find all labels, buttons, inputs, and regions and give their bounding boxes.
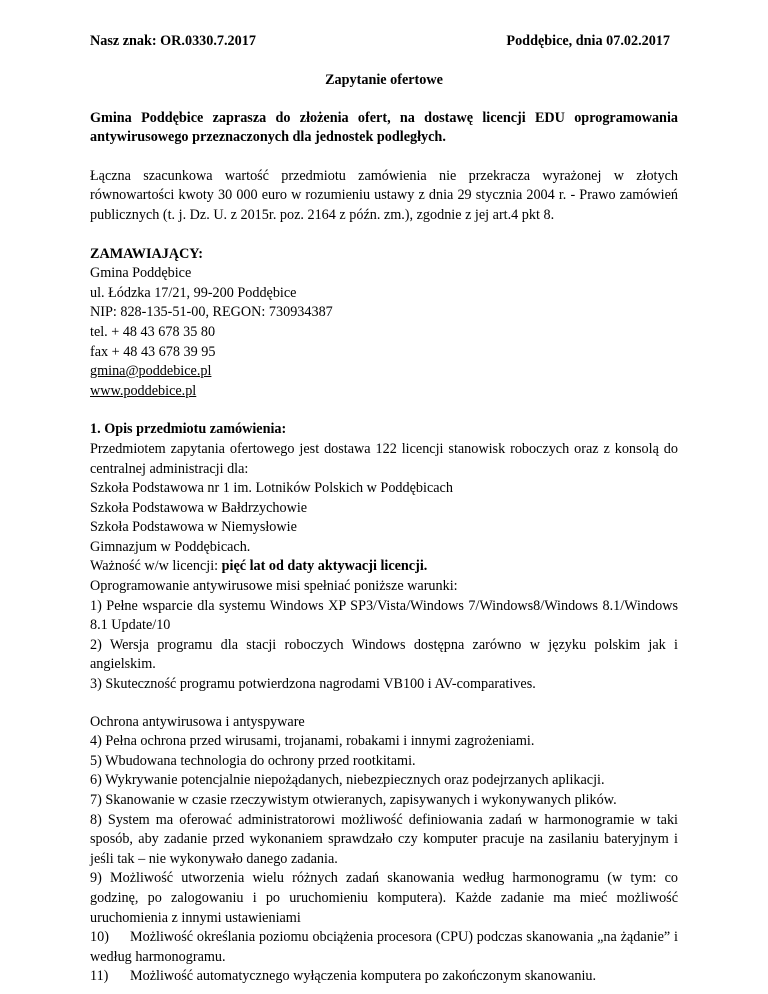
item-text: Możliwość określania poziomu obciążenia procesora (CPU) podczas skanowania „na żądanie” i według harmonogramu. <box>90 929 678 965</box>
protection-item-10 <box>90 928 678 967</box>
ordering-party-block <box>90 245 678 402</box>
section-1 <box>90 420 678 694</box>
header-row <box>90 32 678 52</box>
ordering-party-tel: tel. + 48 43 678 35 80 <box>90 323 216 340</box>
school-item: Gimnazjum w Poddębicach. <box>90 538 251 555</box>
condition-item: 2) Wersja programu dla stacji roboczych Windows dostępna zarówno w języku polskim jak i angielskim. <box>90 636 678 673</box>
document-title: Zapytanie ofertowe <box>325 72 443 88</box>
validity-period: pięć lat od daty aktywacji licencji. <box>221 558 428 575</box>
item-text: Możliwość automatycznego wyłączenia komputera po zakończonym skanowaniu. <box>130 968 597 985</box>
protection-item: 6) Wykrywanie potencjalnie niepożądanych, niebezpiecznych oraz podejrzanych aplikacji. <box>90 772 605 789</box>
ordering-party-address: ul. Łódzka 17/21, 99-200 Poddębice <box>90 284 297 301</box>
school-item: Szkoła Podstawowa w Niemysłowie <box>90 519 297 536</box>
value-note: Łączna szacunkowa wartość przedmiotu zamówienia nie przekracza wyrażonej w złotych równowartości kwoty 30 000 euro w rozumieniu ustawy z dnia 29 stycznia 2004 r. - Prawo zamówień publicznych (t. j. Dz. U. z 2015r. poz. 2164 z późn. zm.), zgodnie z jej art.4 pkt 8. <box>90 167 678 223</box>
protection-heading: Ochrona antywirusowa i antyspyware <box>90 713 305 730</box>
condition-item: 1) Pełne wsparcie dla systemu Windows XP SP3/Vista/Windows 7/Windows8/Windows 8.1/Windows 8.1 Update/10 <box>90 597 678 634</box>
protection-section <box>90 713 678 987</box>
reference-number: Nasz znak: OR.0330.7.2017 <box>90 33 256 49</box>
document-page <box>90 32 678 987</box>
ordering-party-fax: fax + 48 43 678 39 95 <box>90 343 216 360</box>
item-number: 10) <box>90 929 109 946</box>
protection-item-11 <box>90 967 678 987</box>
email-link[interactable]: gmina@poddebice.pl <box>90 363 212 380</box>
protection-item: 5) Wbudowana technologia do ochrony przed rootkitami. <box>90 752 416 769</box>
protection-item: 7) Skanowanie w czasie rzeczywistym otwieranych, zapisywanych i wykonywanych plików. <box>90 792 617 808</box>
conditions-intro: Oprogramowanie antywirusowe misi spełniać poniższe warunki: <box>90 578 458 595</box>
place-date: Poddębice, dnia 07.02.2017 <box>506 33 670 49</box>
website-link[interactable]: www.poddebice.pl <box>90 382 197 399</box>
school-item: Szkoła Podstawowa w Bałdrzychowie <box>90 499 308 516</box>
section-1-heading: 1. Opis przedmiotu zamówienia: <box>90 421 287 438</box>
school-item: Szkoła Podstawowa nr 1 im. Lotników Polskich w Poddębicach <box>90 480 453 497</box>
validity-line <box>90 557 678 577</box>
validity-label: Ważność w/w licencji: <box>90 558 222 575</box>
lead-paragraph: Gmina Poddębice zaprasza do złożenia ofert, na dostawę licencji EDU oprogramowania antywirusowego przeznaczonych dla jednostek podległych. <box>90 109 678 146</box>
ordering-party-ids: NIP: 828-135-51-00, REGON: 730934387 <box>90 304 333 321</box>
item-number: 11) <box>90 968 109 985</box>
condition-item: 3) Skuteczność programu potwierdzona nagrodami VB100 i AV-comparatives. <box>90 676 536 693</box>
protection-item: 4) Pełna ochrona przed wirusami, trojanami, robakami i innymi zagrożeniami. <box>90 733 535 750</box>
ordering-party-heading: ZAMAWIAJĄCY: <box>90 245 203 262</box>
ordering-party-name: Gmina Poddębice <box>90 265 192 282</box>
protection-item: 9) Możliwość utworzenia wielu różnych zadań skanowania według harmonogramu (w tym: co godzinę, po zalogowaniu i po uruchomieniu komputera). Każde zadanie ma mieć możliwość uruchomienia z innymi ustawieniami <box>90 870 678 926</box>
section-1-intro: Przedmiotem zapytania ofertowego jest dostawa 122 licencji stanowisk roboczych oraz z konsolą do centralnej administracji dla: <box>90 440 678 477</box>
protection-item: 8) System ma oferować administratorowi możliwość definiowania zadań w harmonogramie w taki sposób, aby zadanie przed wykonaniem sprawdzało czy komputer pracuje na zasilaniu bateryjnym i jeśli tak – nie wykonywało danego zadania. <box>90 811 678 867</box>
